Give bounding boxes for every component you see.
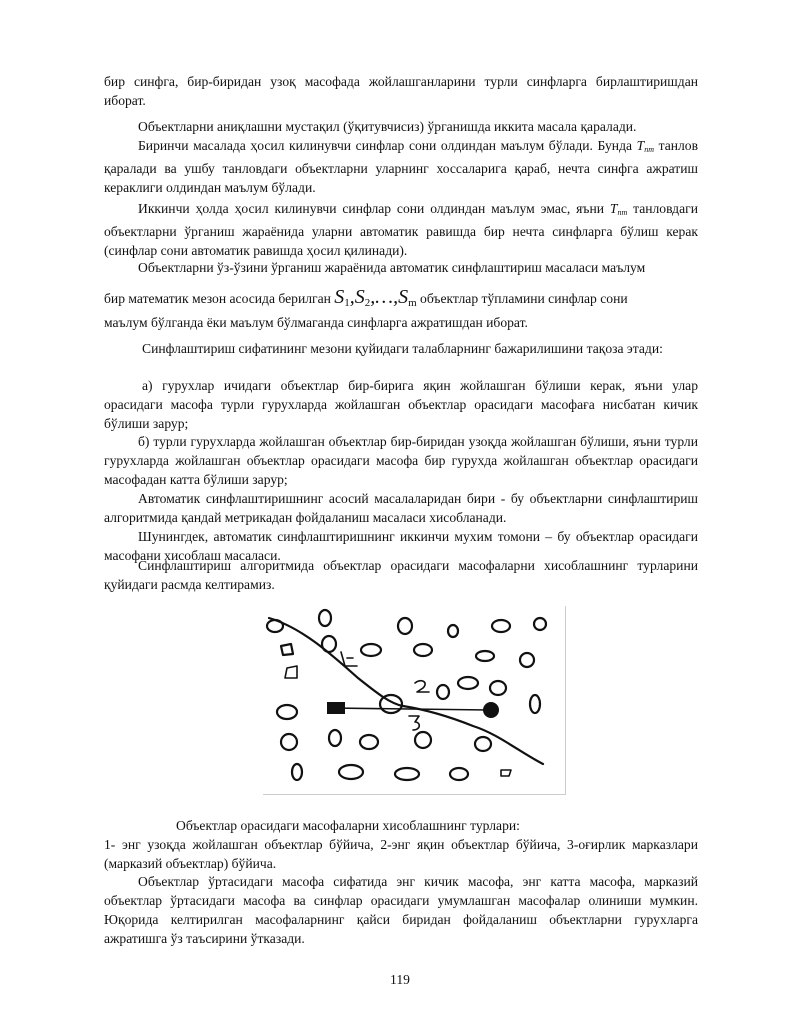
page-number: 119 (390, 972, 410, 987)
paragraph-8: Синфлаштириш сифатининг мезони қуйидаги талабларнинг бажарилишини тақоза этади: (142, 341, 663, 356)
farthest-distance-line (269, 618, 543, 764)
clustering-distance-figure (263, 606, 566, 795)
paragraph-12: Шунингдек, автоматик синфлаштиришнинг иккинчи мухим томони – бу объектлар орасидаги масофани хисоблаш масаласи. (104, 529, 698, 563)
paragraph-4-symbol: T (609, 201, 618, 216)
paragraph-4-subscript: пт (617, 208, 628, 217)
central-object-left (327, 702, 345, 714)
paragraph-13: Синфлаштириш алгоритмида объектлар орасидаги масофаларни хисоблашнинг турларини қуйидаги расмда келтирамиз. (104, 558, 698, 592)
paragraph-7: маълум бўлганда ёки маълум бўлмаганда синфларга ажратишдан иборат. (104, 315, 528, 330)
paragraph-3-subscript: пт (644, 145, 654, 154)
set-symbol-s2: ,S (349, 286, 365, 308)
paragraph-10: б) турли гурухларда жойлашган объектлар бир-биридан узоқда жойлашган бўлиши, яъни турли гурухларда жойлашган объектлар орасидаги масофа бир гурухда жойлашган объектлар орасидаги масофадан катта бўлиши зарур; (104, 434, 698, 487)
paragraph-3-text-b: танлов қаралади ва ушбу танловдаги объектларни уларнинг хоссаларига қараб, нечта синфга ажратиш кераклиги олдиндан маълум бўлади. (104, 138, 699, 195)
paragraph-15: Объектлар ўртасидаги масофа сифатида энг кичик масофа, энг катта масофа, марказий объектлар ўртасидаги масофа ва синфлар орасидаги умумлашган масофалар олиниши мумкин. Юқорида келтирилган масофаларнинг қайси биридан фойдаланиш объектларни гурухларга ажратишга ўз таъсирини ўтказади. (104, 874, 698, 946)
paragraph-6-text-b: объектлар тўпламини синфлар сони (416, 291, 628, 306)
paragraph-6-text-a: бир математик мезон асосида берилган (104, 291, 335, 306)
figure-caption: Объектлар орасидаги масофаларни хисоблашнинг турлари: (176, 818, 520, 833)
paragraph-5: Объектларни ўз-ўзини ўрганиш жараёнида автоматик синфлаштириш масаласи маълум (138, 260, 646, 275)
paragraph-4 (104, 199, 698, 260)
label-3 (409, 716, 419, 730)
paragraph-11: Автоматик синфлаштиришнинг асосий масалаларидан бири - бу объектларни синфлаштириш алгоритмида қандай метрикадан фойдаланиш масаласи хисобланади. (104, 491, 698, 525)
set-index-m: m (408, 297, 417, 309)
figure-svg (263, 606, 565, 794)
set-symbol-sm: ,…,S (370, 286, 409, 308)
central-object-right (483, 702, 499, 718)
paragraph-6 (104, 284, 698, 316)
set-index-1: 1 (344, 297, 350, 309)
set-index-2: 2 (364, 297, 371, 309)
label-2 (415, 681, 429, 692)
paragraph-9: а) гурухлар ичидаги объектлар бир-бирига яқин жойлашган бўлиши керак, яъни улар орасидаги масофа турли гурухларда жойлашган объектлар орасидаги масофаға нисбатан кичик бўлиши зарур; (104, 378, 698, 431)
paragraph-14: 1- энг узоқда жойлашган объектлар бўйича, 2-энг яқин объектлар бўйича, 3-оғирлик марказлари (марказий объектлар) бўйича. (104, 837, 698, 871)
center-distance-line (331, 708, 489, 710)
paragraph-4-text-b: танловдаги объектларни ўрганиш жараёнида уларни автоматик равишда бир нечта синфларга бўлиш керак (синфлар сони автоматик равишда ҳосил қилинади). (104, 201, 698, 258)
paragraph-3-symbol: T (636, 138, 645, 153)
paragraph-2: Объектларни аниқлашни мустақил (ўқитувчисиз) ўрганишда иккита масала қаралади. (138, 119, 637, 134)
paragraph-3-text-a: Биринчи масалада ҳосил килинувчи синфлар сони олдиндан маълум бўлади. Бунда (138, 138, 637, 153)
paragraph-4-text-a: Иккинчи ҳолда ҳосил килинувчи синфлар сони олдиндан маълум эмас, яъни (138, 201, 610, 216)
set-symbol-s1: S (334, 286, 345, 308)
paragraph-1: бир синфга, бир-биридан узоқ масофада жойлашганларини турли синфларга бирлаштиришдан иборат. (104, 74, 698, 108)
paragraph-3 (104, 136, 698, 197)
